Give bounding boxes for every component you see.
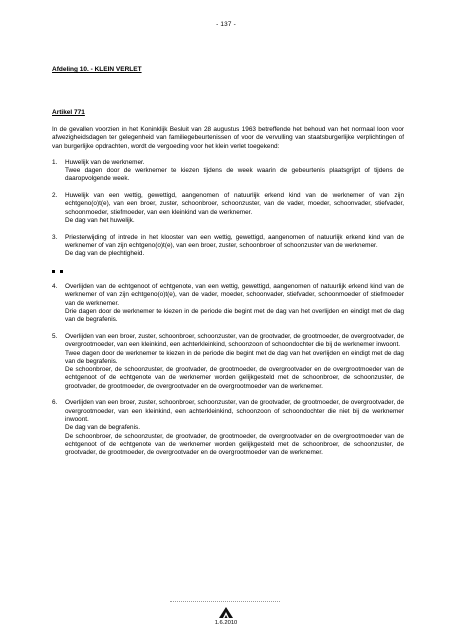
list-item-text bbox=[65, 159, 404, 184]
list-item-number: 3. bbox=[52, 233, 58, 241]
list-item-number: 1. bbox=[52, 158, 58, 166]
list-item-text bbox=[65, 192, 404, 225]
list-item-text bbox=[65, 283, 404, 324]
list-item-line: Huwelijk van de werknemer. bbox=[65, 158, 145, 166]
list-item-line: De dag van de plechtigheid. bbox=[65, 250, 145, 258]
article-body bbox=[52, 126, 404, 466]
list-item-text bbox=[65, 399, 404, 457]
section-heading: Afdeling 10. - KLEIN VERLET bbox=[52, 66, 142, 73]
mountain-logo-icon bbox=[219, 606, 233, 618]
page-number: - 137 - bbox=[216, 21, 236, 28]
list-item-line: Priesterwijding of intrede in het klooster van een wettig, gewettigd, aangenomen of natuurlijk erkend kind van de werknemer of van zijn echtgeno(o)t(e), van een broer, zuster, schoonbroer of schoonzuster van de werknemer. bbox=[65, 233, 404, 250]
article-heading: Artikel 771 bbox=[52, 109, 85, 116]
bullet-markers bbox=[52, 267, 404, 275]
list-item-line: Twee dagen door de werknemer te kiezen tijdens de week waarin de gebeurtenis plaatsgrijpt of tijdens de daaropvolgende week. bbox=[65, 167, 404, 183]
list-item-line: Overlijden van de echtgenoot of echtgenote, van een wettig, gewettigd, aangenomen of natuurlijk erkend kind van de werknemer of van zijn echtgeno(o)t(e), van de vader, moeder, schoonvader, stiefvader, schoonmoeder of stiefmoeder van de werknemer. bbox=[65, 283, 404, 307]
list-item-line: Huwelijk van een wettig, gewettigd, aangenomen of natuurlijk erkend kind van de werknemer of van zijn echtgeno(o)t(e), van een broer, zuster, schoonbroer, schoonzuster, van de vader, moeder, schoonvader, stiefvader, schoonmoeder, stiefmoeder, van een kleinkind van de werknemer. bbox=[65, 192, 404, 216]
list-item-5 bbox=[52, 333, 404, 391]
list-item-text bbox=[65, 234, 404, 259]
list-item-2 bbox=[52, 192, 404, 225]
list-item-line: De dag van het huwelijk. bbox=[65, 217, 135, 225]
list-item-4 bbox=[52, 283, 404, 324]
list-item-3 bbox=[52, 234, 404, 259]
list-item-1 bbox=[52, 159, 404, 184]
list-item-line: De schoonbroer, de schoonzuster, de grootvader, de grootmoeder, de overgrootvader en de overgrootmoeder van de echtgenoot of de echtgenote van de werknemer worden gelijkgesteld met de schoonbroer, de schoonzuster, de grootvader, de grootmoeder, de overgrootvader en de overgrootmoeder van de werknemer. bbox=[65, 432, 404, 457]
intro-paragraph: In de gevallen voorzien in het Koninklijk Besluit van 28 augustus 1963 betreffende het behoud van het normaal loon voor afwezigheidsdagen ter gelegenheid van familiegebeurtenissen of voor de vervulling van staatsburgerlijke verplichtingen of van burgerlijke opdrachten, wordt de vergoeding voor het klein verlet toegekend: bbox=[52, 126, 404, 150]
list-item-number: 4. bbox=[52, 283, 58, 291]
list-item-line: De schoonbroer, de schoonzuster, de grootvader, de grootmoeder, de overgrootvader en de overgrootmoeder van de echtgenoot of de echtgenote van de werknemer worden gelijkgesteld met de schoonbroer, de schoonzuster, de grootvader, de grootmoeder, de overgrootvader en de overgrootmoeder van de werknemer. bbox=[65, 366, 404, 390]
square-bullet-icon bbox=[52, 270, 55, 273]
list-item-number: 2. bbox=[52, 192, 58, 200]
list-item-number: 5. bbox=[52, 332, 58, 340]
list-item-line: Twee dagen door de werknemer te kiezen in de periode die begint met de dag van het overlijden en eindigt met de dag van de begrafenis. bbox=[65, 349, 404, 365]
list-item-line: Overlijden van een broer, zuster, schoonbroer, schoonzuster, van de grootvader, de grootmoeder, de overgrootvader, de overgrootmoeder, van een kleinkind, een achterkleinkind, schoonzoon of schoondochter die bij de werknemer inwoont. bbox=[65, 332, 404, 349]
footer-date: 1.6.2010 bbox=[214, 620, 238, 626]
list-item-number: 6. bbox=[52, 399, 58, 407]
list-item-line: De dag van de begrafenis. bbox=[65, 424, 140, 432]
square-bullet-icon bbox=[60, 270, 63, 273]
footer-divider bbox=[170, 601, 280, 602]
list-item-6 bbox=[52, 399, 404, 457]
list-item-text bbox=[65, 333, 404, 391]
list-item-line: Drie dagen door de werknemer te kiezen in de periode die begint met de dag van het overlijden en eindigt met de dag van de begrafenis. bbox=[65, 307, 404, 324]
list-item-line: Overlijden van een broer, zuster, schoonbroer, schoonzuster, van de grootvader, de grootmoeder, de overgrootvader, de overgrootmoeder, van een kleinkind, een achterkleinkind, schoonzoon of schoondochter die niet bij de werknemer inwoont. bbox=[65, 399, 404, 423]
